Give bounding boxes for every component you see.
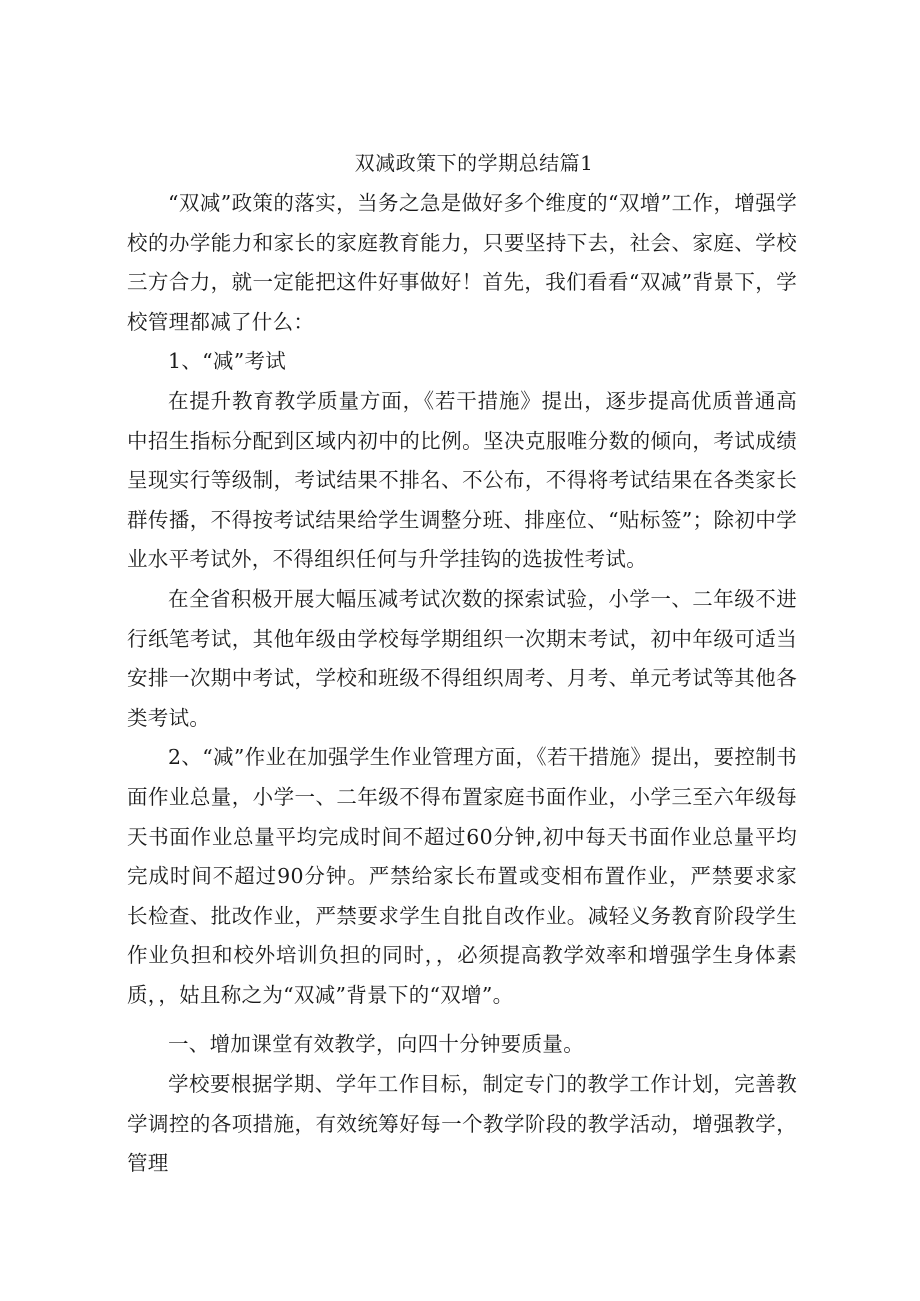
paragraph-reduce-homework: 2、“减”作业在加强学生作业管理方面，《若干措施》提出，要控制书面作业总量，小学一、二年级不得布置家庭书面作业，小学三至六年级每天书面作业总量平均完成时间不超过60分钟,初中每天书面作业总量平均完成时间不超过90分钟。严禁给家长布置或变相布置作业，严禁要求家长检查、批改作业，严禁要求学生自批自改作业。减轻义务教育阶段学生作业负担和校外培训负担的同时，，必须提高教学效率和增强学生身体素质，，姑且称之为“双减”背景下的“双增”。 <box>127 745 797 1007</box>
paragraph-intro: “双减”政策的落实，当务之急是做好多个维度的“双增”工作，增强学校的办学能力和家长的家庭教育能力，只要坚持下去，社会、家庭、学校三方合力，就一定能把这件好事做好！首先，我们看看“双减”背景下，学校管理都减了什么： <box>127 191 797 334</box>
document-title: 双减政策下的学期总结篇1 <box>354 151 594 175</box>
document-page <box>127 148 797 1184</box>
paragraph-exam-quality: 在提升教育教学质量方面，《若干措施》提出，逐步提高优质普通高中招生指标分配到区域内初中的比例。坚决克服唯分数的倾向，考试成绩呈现实行等级制，考试结果不排名、不公布，不得将考试结果在各类家长群传播，不得按考试结果给学生调整分班、排座位、“贴标签”；除初中学业水平考试外，不得组织任何与升学挂钩的选拔性考试。 <box>127 388 797 572</box>
paragraph-exam-frequency: 在全省积极开展大幅压减考试次数的探索试验，小学一、二年级不进行纸笔考试，其他年级由学校每学期组织一次期末考试，初中年级可适当安排一次期中考试，学校和班级不得组织周考、月考、单元考试等其他各类考试。 <box>127 586 797 730</box>
heading-effective-teaching: 一、增加课堂有效教学，向四十分钟要质量。 <box>168 1032 584 1057</box>
heading-reduce-exams: 1、“减”考试 <box>168 349 287 374</box>
paragraph-teaching-plan: 学校要根据学期、学年工作目标，制定专门的教学工作计划，完善教学调控的各项措施，有效统筹好每一个教学阶段的教学活动，增强教学，管理 <box>127 1072 797 1176</box>
